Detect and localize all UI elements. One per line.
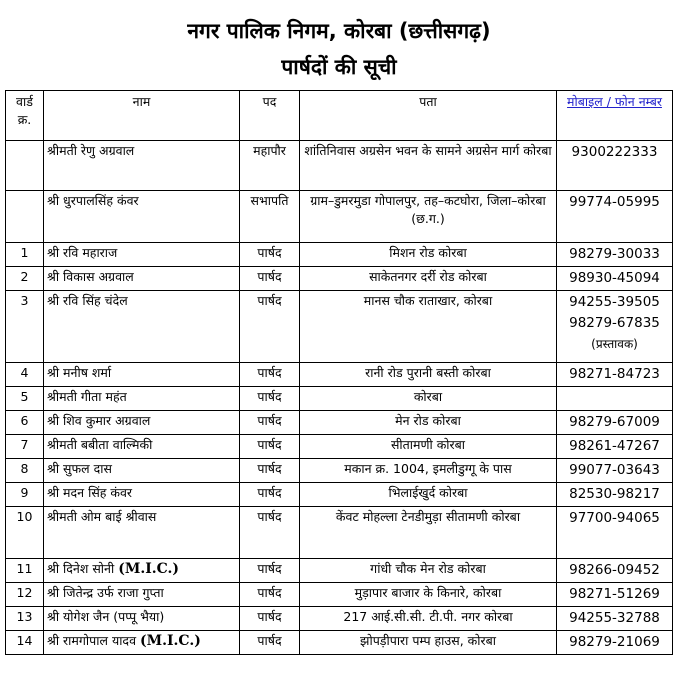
header-ward: वार्ड क्र. [6,91,44,141]
header-phone-link[interactable]: मोबाइल / फोन नम्बर [567,94,662,109]
table-row [6,141,673,191]
name-cell [44,191,240,243]
ward-cell: 12 [6,583,44,607]
phone-cell [557,363,673,387]
phone-number-2: 98279-67835 [569,315,660,331]
phone-number: 98271-84723 [569,366,660,382]
phone-number: 98930-45094 [569,270,660,286]
address-cell: कोरबा [300,387,557,411]
phone-number: 94255-32788 [569,610,660,626]
name-cell [44,631,240,655]
phone-cell [557,559,673,583]
ward-cell: 10 [6,507,44,559]
phone-cell [557,607,673,631]
councillor-name: श्री रवि सिंह चंदेल [47,293,128,308]
post-cell: पार्षद [240,607,300,631]
phone-number: 98266-09452 [569,562,660,578]
table-row [6,411,673,435]
mic-label: (M.I.C.) [140,633,201,649]
councillor-name: श्री दिनेश सोनी [47,561,115,576]
post-cell: सभापति [240,191,300,243]
post-cell: पार्षद [240,411,300,435]
post-cell: पार्षद [240,583,300,607]
header-name: नाम [44,91,240,141]
table-row [6,243,673,267]
phone-cell [557,631,673,655]
post-cell: पार्षद [240,435,300,459]
address-cell: रानी रोड पुरानी बस्ती कोरबा [300,363,557,387]
page-subtitle: पार्षदों की सूची [281,55,397,79]
phone-cell [557,411,673,435]
phone-cell [557,267,673,291]
ward-cell: 8 [6,459,44,483]
post-cell: पार्षद [240,267,300,291]
phone-number: 99774-05995 [569,194,660,210]
table-row [6,507,673,559]
post-cell: पार्षद [240,459,300,483]
name-cell [44,267,240,291]
ward-cell [6,141,44,191]
address-cell: मानस चौक राताखार, कोरबा [300,291,557,363]
address-cell: शांतिनिवास अग्रसेन भवन के सामने अग्रसेन मार्ग कोरबा [300,141,557,191]
table-row [6,363,673,387]
address-cell: साकेतनगर दर्री रोड कोरबा [300,267,557,291]
address-cell: 217 आई.सी.सी. टी.पी. नगर कोरबा [300,607,557,631]
councillor-name: श्री मदन सिंह कंवर [47,485,133,500]
post-cell: महापौर [240,141,300,191]
name-cell [44,243,240,267]
phone-cell [557,387,673,411]
table-row [6,631,673,655]
phone-cell [557,435,673,459]
phone-number: 98279-21069 [569,634,660,650]
name-cell [44,583,240,607]
header-post: पद [240,91,300,141]
phone-number: 98261-47267 [569,438,660,454]
table-row [6,583,673,607]
phone-number: 99077-03643 [569,462,660,478]
address-cell: केंवट मोहल्ला टेनडीमुड़ा सीतामणी कोरबा [300,507,557,559]
table-row [6,387,673,411]
ward-cell: 13 [6,607,44,631]
header-phone[interactable] [557,91,673,141]
councillor-name: श्रीमती ओम बाई श्रीवास [47,509,157,524]
address-cell: झोपड़ीपारा पम्प हाउस, कोरबा [300,631,557,655]
phone-number: 94255-39505 [569,294,660,310]
table-row [6,435,673,459]
ward-cell: 6 [6,411,44,435]
address-cell: गांधी चौक मेन रोड कोरबा [300,559,557,583]
name-cell [44,363,240,387]
phone-cell [557,459,673,483]
councillor-name: श्री रवि महाराज [47,245,118,260]
councillor-name: श्रीमती रेणु अग्रवाल [47,143,135,158]
table-row [6,607,673,631]
phone-cell [557,507,673,559]
post-cell: पार्षद [240,387,300,411]
address-cell: भिलाईखुर्द कोरबा [300,483,557,507]
post-cell: पार्षद [240,291,300,363]
post-cell: पार्षद [240,363,300,387]
address-cell: मुड़ापार बाजार के किनारे, कोरबा [300,583,557,607]
councillor-name: श्री धुरपालसिंह कंवर [47,193,139,208]
table-header-row [6,91,673,141]
address-cell: मिशन रोड कोरबा [300,243,557,267]
ward-cell: 3 [6,291,44,363]
table-row [6,267,673,291]
table-row [6,559,673,583]
councillor-name: श्री योगेश जैन (पप्पू भैया) [47,609,165,624]
header-address: पता [300,91,557,141]
phone-number: 98279-30033 [569,246,660,262]
phone-note: (प्रस्तावक) [591,337,638,351]
post-cell: पार्षद [240,559,300,583]
councillor-name: श्री जितेन्द्र उर्फ राजा गुप्ता [47,585,164,600]
ward-cell: 2 [6,267,44,291]
address-cell: मकान क्र. 1004, इमलीडुग्गू के पास [300,459,557,483]
table-body [6,141,673,655]
phone-cell [557,483,673,507]
address-cell: सीतामणी कोरबा [300,435,557,459]
name-cell [44,459,240,483]
page-title: नगर पालिक निगम, कोरबा (छत्तीसगढ़) [187,19,491,43]
councillor-name: श्री मनीष शर्मा [47,365,112,380]
address-cell: मेन रोड कोरबा [300,411,557,435]
phone-cell [557,243,673,267]
mic-label: (M.I.C.) [118,561,180,577]
phone-number: 9300222333 [571,144,658,160]
ward-cell: 14 [6,631,44,655]
councillor-name: श्रीमती बबीता वाल्मिकी [47,437,153,452]
name-cell [44,507,240,559]
name-cell [44,483,240,507]
table-row [6,459,673,483]
post-cell: पार्षद [240,243,300,267]
phone-cell [557,191,673,243]
phone-cell [557,291,673,363]
phone-number: 97700-94065 [569,510,660,526]
councillor-name: श्री सुफल दास [47,461,112,476]
phone-cell [557,583,673,607]
name-cell [44,607,240,631]
name-cell [44,141,240,191]
post-cell: पार्षद [240,631,300,655]
address-cell: ग्राम–डुमरमुडा गोपालपुर, तह–कटघोरा, जिला–कोरबा (छ.ग.) [300,191,557,243]
phone-cell [557,141,673,191]
name-cell [44,291,240,363]
ward-cell: 7 [6,435,44,459]
name-cell [44,559,240,583]
councillor-name: श्री विकास अग्रवाल [47,269,134,284]
table-row [6,191,673,243]
name-cell [44,435,240,459]
ward-cell: 9 [6,483,44,507]
phone-number: 82530-98217 [569,486,660,502]
post-cell: पार्षद [240,483,300,507]
table-row [6,483,673,507]
councillor-name: श्री शिव कुमार अग्रवाल [47,413,151,428]
phone-number: 98271-51269 [569,586,660,602]
phone-number: 98279-67009 [569,414,660,430]
name-cell [44,411,240,435]
ward-cell: 11 [6,559,44,583]
ward-cell: 4 [6,363,44,387]
councillor-table [5,90,673,655]
councillor-name: श्री रामगोपाल यादव [47,633,137,648]
post-cell: पार्षद [240,507,300,559]
name-cell [44,387,240,411]
councillor-name: श्रीमती गीता महंत [47,389,127,404]
ward-cell: 1 [6,243,44,267]
table-row [6,291,673,363]
ward-cell: 5 [6,387,44,411]
ward-cell [6,191,44,243]
